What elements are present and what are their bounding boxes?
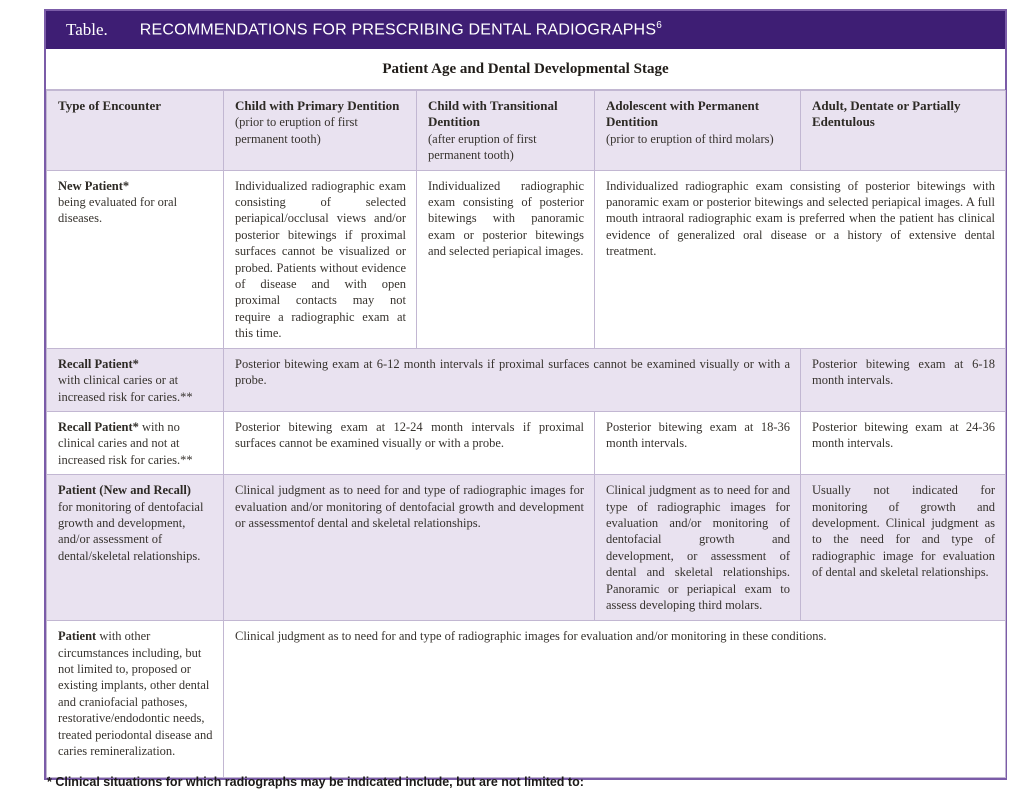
row-label-rest: with other circumstances including, but not limited to, proposed or existing implants, other dental and craniofacial pathoses, restorative/endodontic needs, treated periodontal disease and caries remineralization.: [58, 629, 213, 758]
table-subtitle-row: [46, 49, 1005, 90]
table-title-bar: [46, 11, 1005, 49]
col-header-title: Child with Transitional Dentition: [428, 98, 558, 130]
recommendations-table: [46, 90, 1006, 778]
col-header-subtitle: (prior to eruption of first permanent tooth): [235, 115, 358, 146]
col-header-subtitle: (prior to eruption of third molars): [606, 131, 774, 146]
table-subtitle: Patient Age and Dental Developmental Stage: [382, 60, 669, 77]
row-label-recall-no-caries: [47, 411, 224, 474]
table-row-other-circumstances: [47, 621, 1006, 778]
table-row-recall-no-caries: [47, 411, 1006, 474]
table-title-text: RECOMMENDATIONS FOR PRESCRIBING DENTAL RADIOGRAPHS: [139, 21, 657, 39]
cell-new-patient-primary: Individualized radiographic exam consisting of selected periapical/occlusal views and/or posterior bitewings if proximal surfaces cannot be visualized or probed. Patients without evidence of disease and with open proximal contacts may not require a radiographic exam at this time.: [224, 170, 417, 348]
col-header-title: Adult, Dentate or Partially Edentulous: [812, 98, 961, 130]
col-header-transitional-dentition: [417, 91, 595, 171]
column-header-row: [47, 91, 1006, 171]
row-label-new-patient: [47, 170, 224, 348]
col-header-primary-dentition: [224, 91, 417, 171]
cell-other-circumstances-all-ages: Clinical judgment as to need for and type of radiographic images for evaluation and/or monitoring in these conditions.: [224, 621, 1006, 778]
row-label-bold: Recall Patient*: [58, 419, 139, 434]
cell-new-patient-adolescent-adult: Individualized radiographic exam consisting of posterior bitewings with panoramic exam or posterior bitewings and selected periapical images. A full mouth intraoral radiographic exam is preferred when the patient has clinical evidence of generalized oral disease or a history of extensive dental treatment.: [595, 170, 1006, 348]
cell-recall-caries-adult: Posterior bitewing exam at 6-18 month intervals.: [801, 348, 1006, 411]
row-label-recall-with-caries: [47, 348, 224, 411]
col-header-type-of-encounter: [47, 91, 224, 171]
row-label-growth-monitoring: [47, 475, 224, 621]
col-header-title: Type of Encounter: [58, 98, 162, 113]
col-header-subtitle: (after eruption of first permanent tooth): [428, 131, 537, 163]
row-label-other-circumstances: [47, 621, 224, 778]
cell-recall-no-caries-adult: Posterior bitewing exam at 24-36 month intervals.: [801, 411, 1006, 474]
row-label-rest: with clinical caries or at increased risk for caries.**: [58, 373, 193, 404]
row-label-rest: with no clinical caries and not at increased risk for caries.**: [58, 419, 193, 467]
table-title: [140, 20, 662, 39]
table-row-new-patient: [47, 170, 1006, 348]
col-header-adolescent-permanent-dentition: [595, 91, 801, 171]
col-header-adult-dentate: [801, 91, 1006, 171]
table-row-recall-with-caries: [47, 348, 1006, 411]
reference-superscript: 6: [656, 20, 662, 32]
cell-recall-caries-child-adolescent: Posterior bitewing exam at 6-12 month intervals if proximal surfaces cannot be examined visually or with a probe.: [224, 348, 801, 411]
table-label: Table.: [66, 20, 108, 39]
col-header-title: Child with Primary Dentition: [235, 98, 400, 113]
radiograph-recommendations-table: [44, 9, 1007, 780]
cell-monitoring-child: Clinical judgment as to need for and type of radiographic images for evaluation and/or monitoring of dentofacial growth and development or assessmentof dental and skeletal relationships.: [224, 475, 595, 621]
row-label-rest: for monitoring of dentofacial growth and development, and/or assessment of dental/skeletal relationships.: [58, 499, 204, 563]
row-label-bold: Recall Patient*: [58, 356, 139, 371]
row-label-rest: being evaluated for oral diseases.: [58, 195, 178, 226]
cell-monitoring-adult: Usually not indicated for monitoring of growth and development. Clinical judgment as to the need for and type of radiographic image for evaluation of dental and skeletal relationships.: [801, 475, 1006, 621]
cell-new-patient-transitional: Individualized radiographic exam consisting of posterior bitewings with panoramic exam or posterior bitewings and selected periapical images.: [417, 170, 595, 348]
table-row-growth-monitoring: [47, 475, 1006, 621]
cell-recall-no-caries-child: Posterior bitewing exam at 12-24 month intervals if proximal surfaces cannot be examined visually or with a probe.: [224, 411, 595, 474]
row-label-bold: New Patient*: [58, 178, 130, 193]
cell-monitoring-adolescent: Clinical judgment as to need for and type of radiographic images for evaluation and/or monitoring of dentofacial growth and development, or assessment of dental and skeletal relationships. Panoramic or periapical exam to assess developing third molars.: [595, 475, 801, 621]
row-label-bold: Patient (New and Recall): [58, 483, 191, 498]
cell-recall-no-caries-adolescent: Posterior bitewing exam at 18-36 month intervals.: [595, 411, 801, 474]
row-label-bold: Patient: [58, 629, 97, 644]
col-header-title: Adolescent with Permanent Dentition: [606, 98, 760, 130]
table-footnote: * Clinical situations for which radiographs may be indicated include, but are not limited to:: [47, 775, 584, 789]
